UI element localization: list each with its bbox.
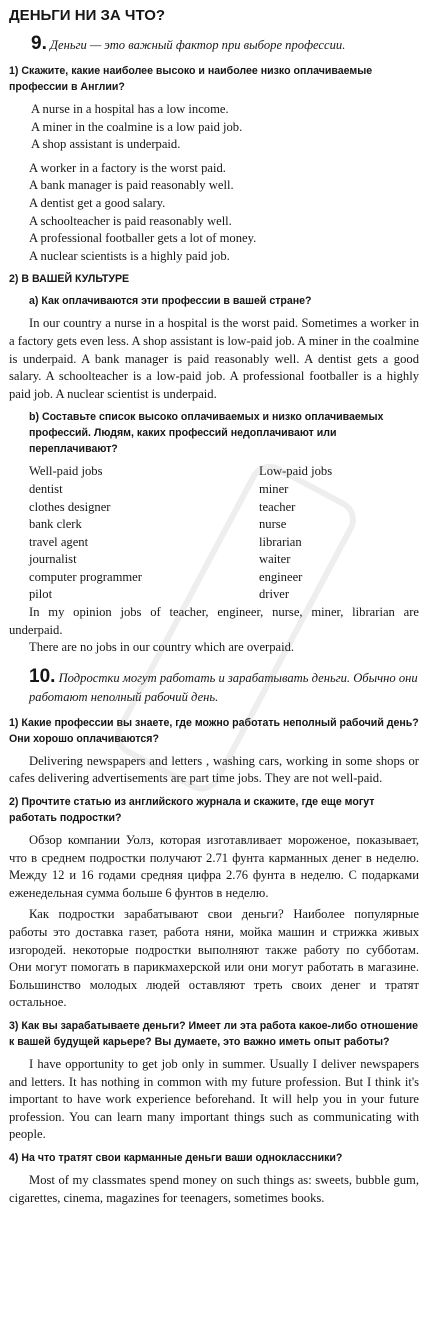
answer-paragraph (9, 1056, 419, 1144)
list-item: clothes designer (29, 499, 111, 514)
list-item: journalist (29, 552, 77, 567)
exercise-9-heading (31, 34, 419, 55)
question-1: 1) Какие профессии вы знаете, где можно работать неполный рабочий день? Они хорошо оплачиваются? (9, 716, 419, 745)
list-item: driver (259, 587, 290, 602)
answer-paragraph (9, 1172, 419, 1207)
question-2: 2) Прочтите статью из английского журнала и скажите, где еще могут работать подростки? (9, 796, 375, 825)
question-2: 2) В ВАШЕЙ КУЛЬТУРЕ (9, 273, 130, 286)
low-paid-column (259, 463, 419, 604)
list-item: librarian (259, 534, 302, 549)
page-content (9, 6, 419, 1207)
list-item: engineer (259, 569, 303, 584)
jobs-table (29, 463, 419, 604)
article-paragraph (9, 832, 419, 902)
list-item: bank clerk (29, 517, 82, 532)
answer-list-1 (31, 101, 419, 154)
article-text: Обзор компании Уолз, которая изготавливает мороженое, показывает, что в среднем подростки получают 2.71 фунта карманных денег в неделю. Между 12 и 16 годами средняя цифра 2.76 фунта в неделю. С подарками еженедельная сумма больше 6 фунтов в неделю. (9, 833, 419, 900)
answer-text: Delivering newspapers and letters , washing cars, working in some shops or cafes delivering advertisements are part time jobs. They are not well-paid. (9, 753, 419, 786)
exercise-text: Подростки могут работать и зарабатывать деньги. Обычно они работают неполный рабочий день. (29, 670, 418, 704)
answer-line: A miner in the coalmine is a low paid job. (31, 119, 243, 134)
opinion-text: There are no jobs in our country which are overpaid. (29, 640, 295, 655)
answer-list-2 (29, 160, 419, 266)
list-item: computer programmer (29, 569, 142, 584)
answer-text: In our country a nurse in a hospital is the worst paid. Sometimes a worker in a factory gets even less. A shop assistant is low-paid job. A miner in the coalmine is underpaid. A bank manager is paid reasonably well. A dentist gets a good salary. A schoolteacher is a low-paid job. A professional footballer is a highly paid job. A nuclear scientist is underpaid. (9, 316, 419, 401)
exercise-number: 10. (29, 665, 56, 687)
answer-line: A professional footballer gets a lot of money. (29, 231, 257, 246)
question-4: 4) На что тратят свои карманные деньги ваши одноклассники? (9, 1151, 343, 1164)
answer-paragraph (9, 315, 419, 403)
list-item: nurse (259, 517, 287, 532)
list-item: teacher (259, 499, 296, 514)
answer-line: A worker in a factory is the worst paid. (29, 160, 226, 175)
well-paid-column (29, 463, 259, 604)
column-header: Low-paid jobs (259, 464, 333, 479)
answer-paragraph (9, 753, 419, 788)
article-text: Как подростки зарабатывают свои деньги? Наиболее популярные работы это доставка газет, работа няни, мойка машин и стрижка живых изгородей. некоторые подростки выполняют также работу по субботам. Они могут помогать в парикмахерской или они могут работать в магазине. Большинство молодых людей оставляют треть своих денег и тратят остальное. (9, 907, 419, 1010)
question-1: 1) Скажите, какие наиболее высоко и наиболее низко оплачиваемые профессии в Англии? (9, 65, 373, 93)
answer-line: A shop assistant is underpaid. (31, 137, 181, 152)
answer-line: A nuclear scientists is a highly paid job. (29, 248, 230, 263)
list-item: waiter (259, 552, 291, 567)
page-title: ДЕНЬГИ НИ ЗА ЧТО? (9, 7, 166, 24)
opinion-paragraph (9, 639, 419, 657)
list-item: pilot (29, 587, 53, 602)
question-2b: b) Составьте список высоко оплачиваемых и низко оплачиваемых профессий. Людям, каких профессий недоплачивают или переплачивают? (29, 411, 384, 456)
list-item: travel agent (29, 534, 89, 549)
exercise-10-heading (29, 667, 419, 707)
answer-line: A dentist get a good salary. (29, 195, 166, 210)
answer-text: Most of my classmates spend money on such things as: sweets, bubble gum, cigarettes, cinema, magazines for teenagers, sometimes books. (9, 1172, 419, 1205)
answer-text: I have opportunity to get job only in summer. Usually I deliver newspapers and letters. It has nothing in common with my future profession. But I think it's important to have work experience beforehand. It will help you in your future profession. You can learn many important things such as communicating with people. (9, 1056, 419, 1142)
question-3: 3) Как вы зарабатываете деньги? Имеет ли эта работа какое-либо отношение к вашей будущей карьере? Вы думаете, это важно иметь опыт работы? (9, 1019, 419, 1048)
question-2a: а) Как оплачиваются эти профессии в вашей стране? (29, 295, 312, 308)
column-header: Well-paid jobs (29, 464, 103, 479)
answer-line: A bank manager is paid reasonably well. (29, 178, 234, 193)
opinion-text: In my opinion jobs of teacher, engineer, nurse, miner, librarian are underpaid. (9, 605, 419, 637)
exercise-text: Деньги — это важный фактор при выборе профессии. (50, 38, 346, 52)
exercise-number: 9. (31, 33, 47, 54)
list-item: dentist (29, 481, 63, 496)
opinion-paragraph (9, 604, 419, 639)
list-item: miner (259, 481, 289, 496)
answer-line: A nurse in a hospital has a low income. (31, 102, 229, 116)
article-paragraph (9, 906, 419, 1012)
answer-line: A schoolteacher is paid reasonably well. (29, 213, 232, 228)
